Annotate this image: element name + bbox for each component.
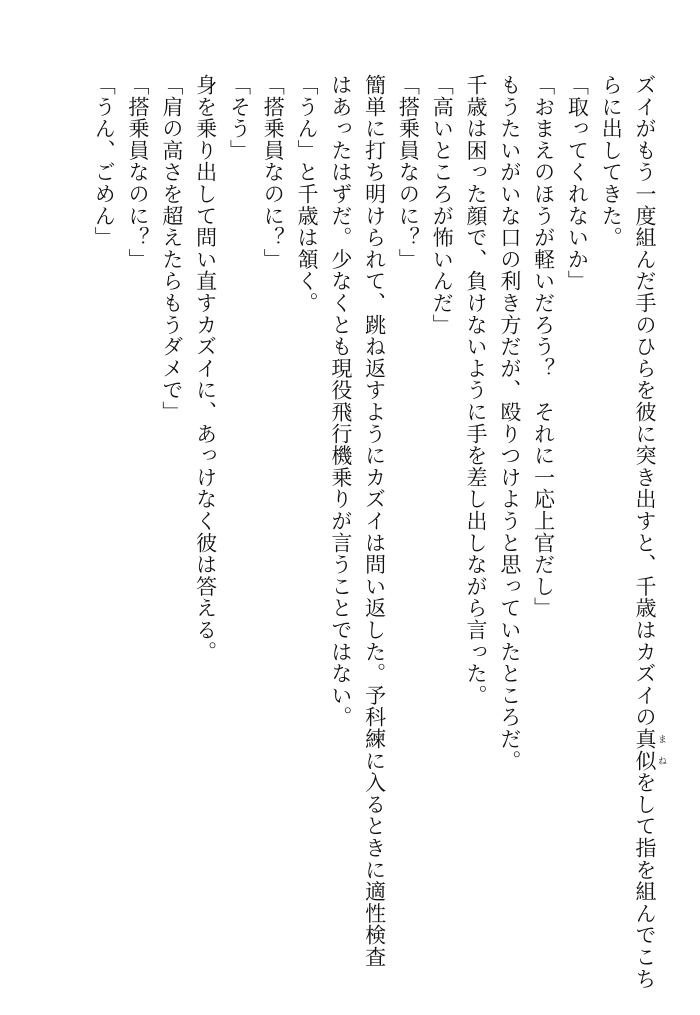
text-line-15: 「肩の高さを超えたらもうダメで」 [159,74,184,423]
text-line-3: 「取ってくれないか」 [565,74,590,292]
text-line-11: 「うん」と千歳は頷く。 [295,74,320,314]
text-line-1-before-ruby: ズイがもう一度組んだ手のひらを彼に突き出すと、千歳はカズイの [633,74,657,728]
text-line-14: 身を乗り出して問い直すカズイに、あっけなく彼は答える。 [193,74,218,663]
text-line-1 [627,74,666,990]
text-line-7: 「高いところが怖いんだ」 [430,74,455,336]
ruby-reading: まね [656,728,666,772]
text-line-13: 「そう」 [227,74,252,162]
ruby-base: 真似 [633,728,657,772]
text-line-16: 「搭乗員なのに？」 [126,74,151,271]
ruby-annotation [633,728,666,772]
text-line-12: 「搭乗員なのに？」 [261,74,286,271]
text-line-9: 簡単に打ち明けられて、跳ね返すようにカズイは問い返した。予科練に入るときに適性検査 [362,74,387,968]
text-line-4: 「おまえのほうが軽いだろう？ それに一応上官だし」 [531,74,556,619]
text-line-6: 千歳は困った顔で、負けないように手を差し出しながら言った。 [464,74,489,707]
text-line-8: 「搭乗員なのに？」 [396,74,421,271]
text-line-5: もうたいがいな口の利き方だが、殴りつけようと思っていたところだ。 [497,74,522,772]
text-line-17: 「うん、ごめん」 [92,74,117,249]
text-line-10: はあったはずだ。少なくとも現役飛行機乗りが言うことではない。 [328,74,353,728]
vertical-text-body [32,74,666,990]
text-line-2: らに出してきた。 [599,74,624,249]
text-line-1-after-ruby: をして指を組んでこち [633,771,657,990]
